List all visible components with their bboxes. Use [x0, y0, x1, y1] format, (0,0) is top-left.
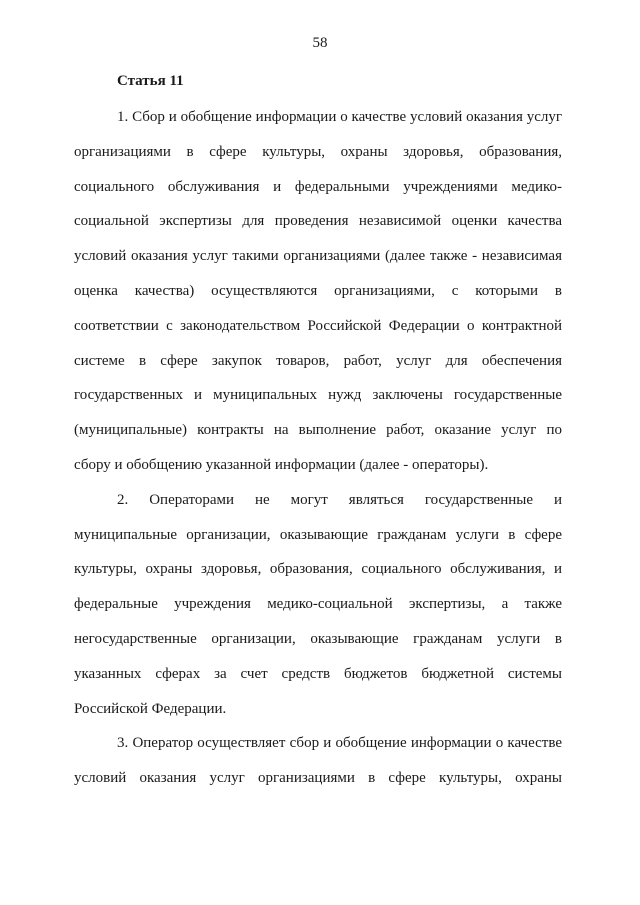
text-line: муниципальные организации, оказывающие гражданам услуги в сфере [74, 526, 562, 543]
text-line: социального обслуживания и федеральными учреждениями медико- [74, 178, 562, 195]
text-line: (муниципальные) контракты на выполнение работ, оказание услуг по [74, 422, 562, 439]
text-line: указанных сферах за счет средств бюджетов бюджетной системы [74, 665, 562, 682]
text-line: 2. Операторами не могут являться государственные и [117, 491, 562, 508]
text-line: негосударственные организации, оказывающие гражданам услуги в [74, 630, 562, 647]
text-line: сбору и обобщению указанной информации (далее - операторы). [74, 456, 489, 473]
paragraph-2 [74, 483, 562, 727]
text-line: федеральные учреждения медико-социальной экспертизы, а также [74, 596, 562, 613]
page-number: 58 [312, 35, 328, 51]
text-line: условий оказания услуг такими организациями (далее также - независимая [74, 248, 562, 265]
text-line: 3. Оператор осуществляет сбор и обобщение информации о качестве [117, 735, 562, 752]
text-line: соответствии с законодательством Российской Федерации о контрактной [74, 317, 562, 334]
paragraph-1 [74, 100, 562, 483]
paragraph-3 [74, 726, 562, 796]
text-line: условий оказания услуг организациями в сфере культуры, охраны [74, 770, 562, 787]
text-line: социальной экспертизы для проведения независимой оценки качества [74, 213, 562, 230]
text-line: 1. Сбор и обобщение информации о качестве условий оказания услуг [117, 109, 562, 125]
text-line: культуры, охраны здоровья, образования, социального обслуживания, и [74, 561, 562, 578]
text-line: государственных и муниципальных нужд заключены государственные [74, 387, 562, 404]
article-title: Статья 11 [117, 73, 184, 89]
article-body [74, 100, 562, 796]
text-line: оценка качества) осуществляются организациями, с которыми в [74, 282, 562, 299]
text-line: организациями в сфере культуры, охраны здоровья, образования, [74, 143, 562, 160]
text-line: Российской Федерации. [74, 700, 227, 717]
text-line: системе в сфере закупок товаров, работ, услуг для обеспечения [74, 352, 562, 369]
